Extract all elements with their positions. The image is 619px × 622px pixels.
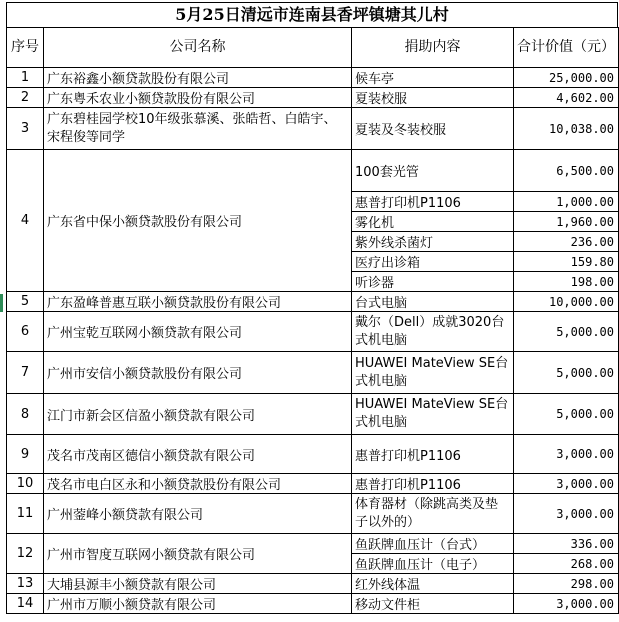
company-name: 广州宝乾互联网小额贷款有限公司 (44, 312, 352, 352)
company-name: 大埔县源丰小额贷款有限公司 (44, 574, 352, 594)
donation-amount: 4,602.00 (514, 88, 619, 108)
donation-item: 100套光管 (352, 150, 514, 192)
donation-amount: 1,960.00 (514, 212, 619, 232)
row-no: 8 (7, 394, 44, 435)
donation-item: 红外线体温 (352, 574, 514, 594)
company-name: 茂名市茂南区德信小额贷款有限公司 (44, 435, 352, 474)
table-row (7, 574, 619, 594)
company-name: 茂名市电白区永和小额贷款股份有限公司 (44, 474, 352, 494)
donation-amount: 3,000.00 (514, 594, 619, 614)
header-company: 公司名称 (44, 28, 352, 68)
table-row (7, 494, 619, 534)
header-total: 合计价值（元） (514, 28, 619, 68)
table-row (7, 534, 619, 554)
donation-item: 候车亭 (352, 68, 514, 88)
donation-item: 雾化机 (352, 212, 514, 232)
company-name: 广州市智度互联网小额贷款有限公司 (44, 534, 352, 574)
donation-item: 台式电脑 (352, 292, 514, 312)
donation-amount: 198.00 (514, 272, 619, 292)
company-name: 广东碧桂园学校10年级张慕溪、张皓哲、白皓宇、宋程俊等同学 (44, 108, 352, 150)
row-no: 3 (7, 108, 44, 150)
table-row (7, 312, 619, 352)
table-row (7, 594, 619, 614)
company-name: 广东粤禾农业小额贷款股份有限公司 (44, 88, 352, 108)
row-no: 7 (7, 352, 44, 394)
row-no: 13 (7, 574, 44, 594)
donation-item: 惠普打印机P1106 (352, 435, 514, 474)
donation-amount: 5,000.00 (514, 394, 619, 435)
row-no: 1 (7, 68, 44, 88)
row-no: 10 (7, 474, 44, 494)
donation-amount: 25,000.00 (514, 68, 619, 88)
company-name: 广东省中保小额贷款股份有限公司 (44, 150, 352, 292)
donation-item: 移动文件柜 (352, 594, 514, 614)
header-content: 捐助内容 (352, 28, 514, 68)
donation-item: 鱼跃牌血压计（台式） (352, 534, 514, 554)
sheet-title: 5月25日清远市连南县香坪镇塘其儿村 (6, 2, 618, 28)
table-row (7, 68, 619, 88)
row-no: 9 (7, 435, 44, 474)
donation-item: HUAWEI MateView SE台式机电脑 (352, 352, 514, 394)
donation-amount: 5,000.00 (514, 352, 619, 394)
row-no: 14 (7, 594, 44, 614)
donation-item: 夏装及冬装校服 (352, 108, 514, 150)
donation-amount: 10,038.00 (514, 108, 619, 150)
row-no: 12 (7, 534, 44, 574)
company-name: 江门市新会区信盈小额贷款有限公司 (44, 394, 352, 435)
table-row (7, 88, 619, 108)
donation-item: HUAWEI MateView SE台式机电脑 (352, 394, 514, 435)
donation-item: 医疗出诊箱 (352, 252, 514, 272)
donation-item: 听诊器 (352, 272, 514, 292)
company-name: 广东裕鑫小额贷款股份有限公司 (44, 68, 352, 88)
donation-item: 戴尔（Dell）成就3020台式机电脑 (352, 312, 514, 352)
donation-amount: 336.00 (514, 534, 619, 554)
table-row (7, 150, 619, 192)
donation-amount: 5,000.00 (514, 312, 619, 352)
donation-item: 夏装校服 (352, 88, 514, 108)
row-selection-marker (0, 294, 3, 312)
donation-amount: 10,000.00 (514, 292, 619, 312)
donation-item: 惠普打印机P1106 (352, 192, 514, 212)
donation-item: 体育器材（除跳高类及垫子以外的） (352, 494, 514, 534)
table-row (7, 352, 619, 394)
donation-amount: 1,000.00 (514, 192, 619, 212)
row-no: 11 (7, 494, 44, 534)
row-no: 4 (7, 150, 44, 292)
table-row (7, 108, 619, 150)
donation-amount: 298.00 (514, 574, 619, 594)
donation-amount: 268.00 (514, 554, 619, 574)
company-name: 广州蓥峰小额贷款有限公司 (44, 494, 352, 534)
table-row (7, 435, 619, 474)
donation-amount: 159.80 (514, 252, 619, 272)
table-row (7, 474, 619, 494)
donation-amount: 236.00 (514, 232, 619, 252)
header-row (7, 28, 619, 68)
donation-amount: 3,000.00 (514, 435, 619, 474)
donation-amount: 6,500.00 (514, 150, 619, 192)
header-no: 序号 (7, 28, 44, 68)
donation-table (6, 27, 619, 614)
donation-amount: 3,000.00 (514, 474, 619, 494)
row-no: 5 (7, 292, 44, 312)
donation-item: 紫外线杀菌灯 (352, 232, 514, 252)
table-row (7, 292, 619, 312)
row-no: 6 (7, 312, 44, 352)
company-name: 广州市安信小额贷款股份有限公司 (44, 352, 352, 394)
donation-item: 鱼跃牌血压计（电子） (352, 554, 514, 574)
company-name: 广东盈峰普惠互联小额贷款股份有限公司 (44, 292, 352, 312)
company-name: 广州市万顺小额贷款有限公司 (44, 594, 352, 614)
row-no: 2 (7, 88, 44, 108)
table-row (7, 394, 619, 435)
donation-item: 惠普打印机P1106 (352, 474, 514, 494)
donation-amount: 3,000.00 (514, 494, 619, 534)
